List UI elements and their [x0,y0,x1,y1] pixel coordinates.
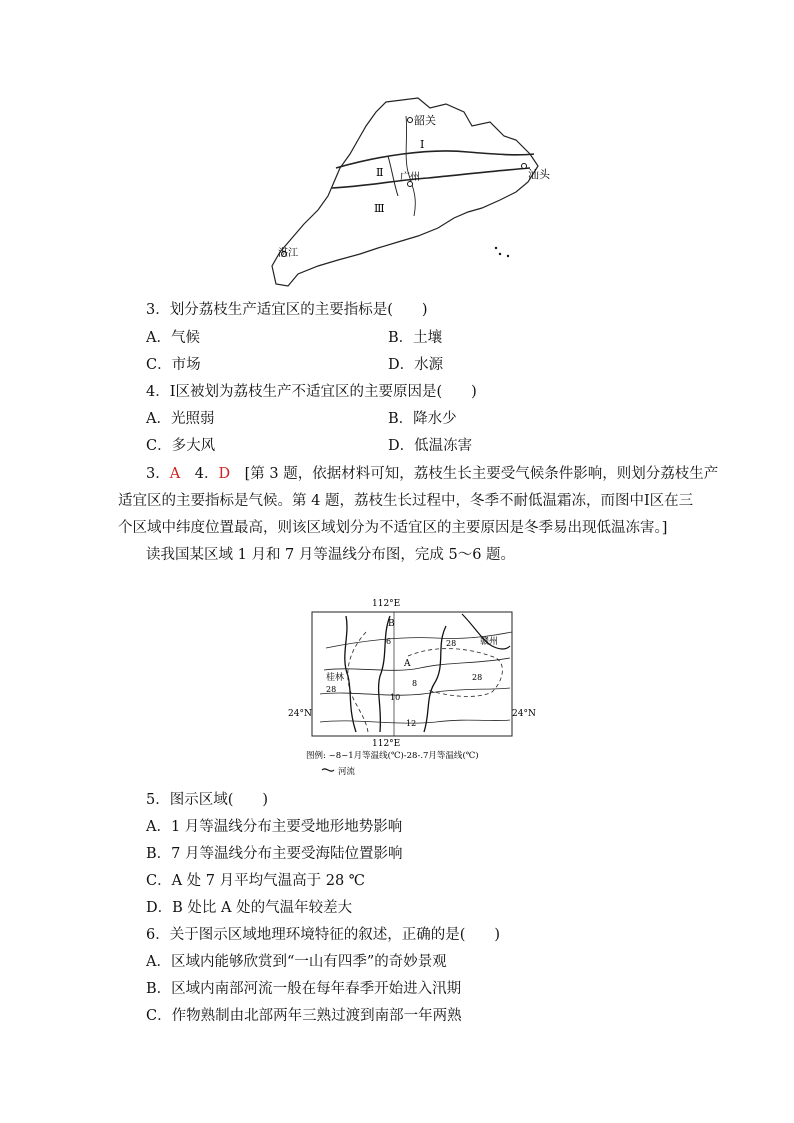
answer-3-key: A [169,466,181,482]
answer-line-1 [146,464,718,484]
answer-line-2: 适宜区的主要指标是气候。第 4 题，荔枝生长过程中，冬季不耐低温霜冻，而图中Ⅰ区在三 [118,493,694,509]
region1-label: Ⅰ [420,138,425,151]
guilin-label: 桂林 [326,673,345,683]
isotherm-jul-28-west [348,632,368,732]
zhanjiang-label: 湛江 [278,248,298,259]
legend-line-1: 图例: ~8~1月等温线(℃)-28-.7月等温线(℃) [306,751,479,761]
zone-boundary-south [332,168,530,188]
isotherm-8-label: 8 [412,679,418,688]
shantou-label: 汕头 [528,168,550,181]
question-4-option-b[interactable]: B．降水少 [388,411,457,427]
island-dot [499,253,501,255]
question-3-option-c[interactable]: C．市场 [146,357,201,373]
question-5-option-d[interactable]: D．B 处比 A 处的气温年较差大 [146,900,353,916]
question-4-option-c[interactable]: C．多大风 [146,438,216,454]
question-5-option-a[interactable]: A．1 月等温线分布主要受地形地势影响 [146,819,403,835]
island-dot [495,247,497,249]
right-latitude-label: 24°N [512,709,536,719]
answer-4-key: D [218,466,231,482]
isotherm-28-label-a: 28 [446,639,457,648]
question-4-option-a[interactable]: A．光照弱 [146,411,215,427]
isotherm-28-label-b: 28 [472,673,483,682]
region3-label: Ⅲ [374,202,385,215]
question-5-stem: 5．图示区域( ) [146,792,269,808]
zone-boundary-north [336,151,534,168]
province-outline [272,98,538,286]
isotherm-jan-10 [320,688,510,695]
question-4-option-d[interactable]: D．低温冻害 [388,438,473,454]
answer-line-3: 个区域中纬度位置最高，则该区域划分为不适宜区的主要原因是冬季易出现低温冻害。] [118,520,668,536]
question-3-option-b[interactable]: B．土壤 [388,330,443,346]
region-ii-boundary [388,156,398,196]
answer-mid: 4． [180,466,219,482]
question-6-option-b[interactable]: B．区域内南部河流一般在每年春季开始进入汛期 [146,981,462,997]
question-5-option-c[interactable]: C．A 处 7 月平均气温高于 28 ℃ [146,873,366,889]
region2-label: Ⅱ [376,166,384,179]
river-main [345,616,356,732]
question-6-stem: 6．关于图示区域地理环境特征的叙述，正确的是( ) [146,927,501,943]
isotherm-28-label-c: 28 [326,685,337,694]
top-longitude-label: 112°E [372,599,401,609]
isotherm-map [288,596,544,780]
shantou-dot [522,164,527,169]
map2-intro: 读我国某区域 1 月和 7 月等温线分布图，完成 5～6 题。 [146,547,516,563]
question-5-option-b[interactable]: B．7 月等温线分布主要受海陆位置影响 [146,846,403,862]
bottom-longitude-label: 112°E [372,739,401,749]
question-6-option-a[interactable]: A．区域内能够欣赏到“一山有四季”的奇妙景观 [146,954,447,970]
shaoguan-dot [408,118,413,123]
question-3-option-a[interactable]: A．气候 [146,330,200,346]
question-3-option-d[interactable]: D．水源 [388,357,444,373]
isotherm-12-label: 12 [406,719,417,728]
island-dot [507,255,509,257]
river-east [424,626,446,732]
guangzhou-label: 广州 [400,172,420,183]
river-line [406,116,415,216]
answer-prefix: 3． [146,466,170,482]
point-a-label: A [404,659,411,669]
isotherm-6-label: 6 [386,637,392,646]
answer-text-1: [第 3 题，依据材料可知，荔枝生长主要受气候条件影响，则划分荔枝生产 [230,466,719,482]
left-latitude-label: 24°N [288,709,312,719]
question-6-option-c[interactable]: C．作物熟制由北部两年三熟过渡到南部一年两熟 [146,1008,462,1024]
isotherm-10-label: 10 [390,693,401,702]
shaoguan-label: 韶关 [414,114,436,127]
legend-line-2: 河流 [338,767,356,777]
isotherm-jan-8 [324,658,510,670]
guangdong-lychee-map [268,96,568,292]
ganzhou-label: 赣州 [480,637,499,647]
point-b-label: B [388,619,395,629]
question-3-stem: 3．划分荔枝生产适宜区的主要指标是( ) [146,302,428,318]
river-center [379,616,390,732]
question-4-stem: 4．Ⅰ区被划为荔枝生产不适宜区的主要原因是( ) [146,384,477,400]
river-legend-icon [322,769,334,771]
